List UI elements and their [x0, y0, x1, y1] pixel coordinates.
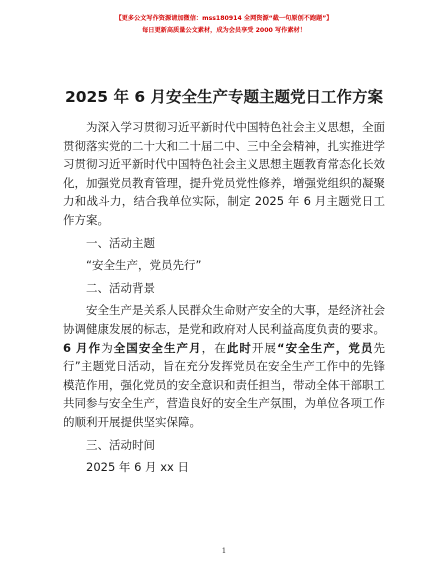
background-text-e: 先行”主题党日活动，旨在充分发挥党员在安全生产工作中的先锋模范作用，强化党员的安全意识和责任担当，带动全体干部职工共同参与安全生产，营造良好的安全生产氛围，为单位各项工作的顺利开展提供坚实保障。 [63, 340, 386, 429]
intro-paragraph: 为深入学习贯彻习近平新时代中国特色社会主义思想，全面贯彻落实党的二十大和二十届二中、三中全会精神，扎实推进学习贯彻习近平新时代中国特色社会主义思想主题教育常态化长效化，加强党员教育管理，提升党员党性修养，增强党组织的凝聚力和战斗力，结合我单位实际，制定 2025 年 6 月主题党日工作方案。 [63, 120, 385, 227]
background-text-b: 为 [101, 340, 114, 355]
promo-banner-line1: 【更多公文写作资源请加微信：mss180914 全网资源“截一句原创不跑题”】 [115, 15, 333, 22]
section-heading-background: 二、活动背景 [86, 280, 155, 295]
section-heading-theme: 一、活动主题 [86, 235, 155, 250]
activity-date: 2025 年 6 月 xx 日 [86, 460, 189, 475]
document-title: 2025 年 6 月安全生产专题主题党日工作方案 [64, 88, 384, 106]
document-body [63, 118, 385, 477]
promo-banner-line2: 每日更新高质量公文素材，成为会员享受 2000 写作素材！ [142, 27, 306, 34]
activity-theme: “安全生产，党员先行” [86, 258, 202, 273]
background-bold-time: 此时 [226, 340, 252, 355]
page-number: 1 [221, 547, 227, 555]
background-paragraph [63, 301, 385, 431]
background-text-c: ，在 [201, 340, 227, 355]
section-heading-time: 三、活动时间 [86, 437, 155, 452]
background-bold-theme: “安全生产，党员 [277, 340, 374, 355]
background-bold-month: 6 月作 [63, 340, 102, 355]
background-text-a: 安全生产是关系人民群众生命财产安全的大事，是经济社会协调健康发展的标志，是党和政府对人民利益高度负责的要求。 [63, 303, 385, 336]
background-bold-nation: 全国安全生产月 [113, 340, 202, 355]
background-text-d: 开展 [251, 340, 278, 355]
